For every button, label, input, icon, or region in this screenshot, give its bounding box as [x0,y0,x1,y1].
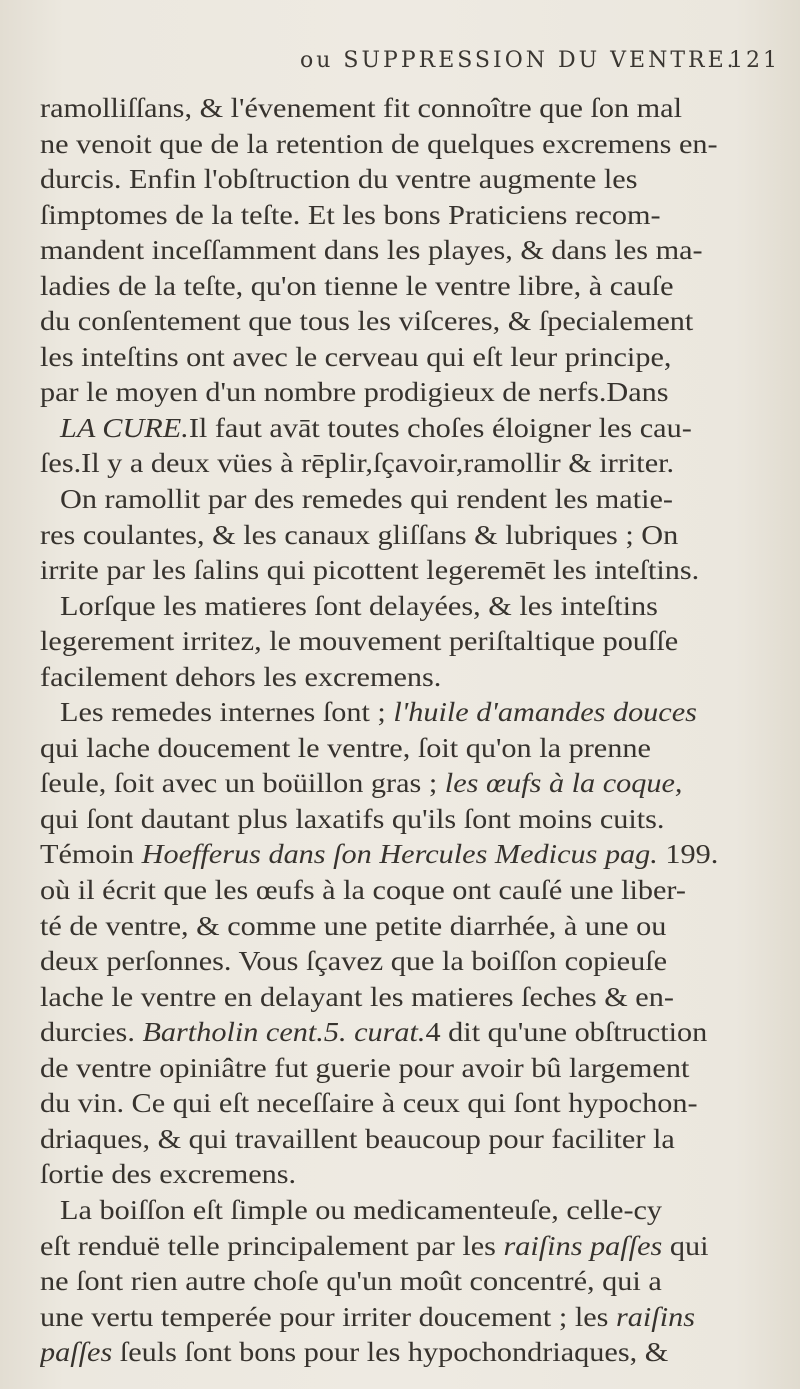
italic-run: LA CURE. [60,412,189,443]
italic-run: l'huile d'amandes douces [393,697,697,728]
text-run: Témoin [40,839,142,870]
text-run: té de ventre, & comme une petite diarrhée, à une ou [40,910,667,941]
text-run: durcies. [40,1017,143,1048]
text-run: facilement dehors les excremens. [40,661,442,692]
text-run: legerement irritez, le mouvement periſtaltique pouſſe [40,626,679,657]
text-run: La boiſſon eſt ſimple ou medicamenteuſe, celle-cy [60,1194,663,1225]
text-line [40,269,775,305]
text-run: On ramollit par des remedes qui rendent les matie- [60,484,674,515]
page-header [300,48,780,84]
text-line [40,304,775,340]
text-line [40,731,775,767]
text-line [40,162,775,198]
text-line [40,1015,775,1051]
italic-run: Bartholin cent.5. curat. [142,1017,426,1048]
text-run: ramolliſſans, & l'évenement fit connoître que ſon mal [40,93,683,123]
page-number: 121 [729,48,780,73]
text-line [40,1300,775,1336]
text-line [40,375,775,411]
text-line [40,1264,775,1300]
text-line [40,233,775,269]
text-line [40,1086,775,1122]
text-run: mandent inceſſamment dans les playes, & dans les ma- [40,235,703,266]
running-head: ou SUPPRESSION DU VENTRE. [300,48,737,73]
text-line [40,909,775,945]
text-run: du vin. Ce qui eſt neceſſaire à ceux qui ſont hypochon- [40,1088,698,1119]
text-run: ladies de la teſte, qu'on tienne le ventre libre, à cauſe [40,270,674,301]
text-line [40,980,775,1016]
text-line [40,873,775,909]
text-run: lache le ventre en delayant les matieres ſeches & en- [40,981,674,1012]
italic-run: les œufs à la coque, [444,768,683,799]
italic-run: raiſins paſſes [503,1230,663,1261]
text-run: les inteſtins ont avec le cerveau qui eſt leur principe, [40,341,672,372]
text-line [40,446,775,482]
text-run: irrite par les ſalins qui picottent legeremēt les inteſtins. [40,555,700,586]
text-run: qui lache doucement le ventre, ſoit qu'on la prenne [40,732,651,763]
italic-run: raiſins [616,1301,696,1332]
text-run: du conſentement que tous les viſceres, & ſpecialement [40,306,694,337]
text-line [40,340,775,376]
text-run: ſimptomes de la teſte. Et les bons Praticiens recom- [40,199,661,230]
text-line [40,802,775,838]
body-text [40,91,775,1371]
text-line [40,1193,775,1229]
text-run: ſes.Il y a deux vües à rēplir,ſçavoir,ramollir & irriter. [40,448,675,479]
text-run: par le moyen d'un nombre prodigieux de nerfs.Dans [40,377,669,408]
text-line [40,411,775,447]
text-run: de ventre opiniâtre fut guerie pour avoir bû largement [40,1052,690,1083]
text-line [40,1229,775,1265]
text-run: deux perſonnes. Vous ſçavez que la boiſſon copieuſe [40,946,668,977]
text-run: qui ſont dautant plus laxatifs qu'ils ſont moins cuits. [40,803,665,834]
text-run: 4 dit qu'une obſtruction [425,1017,708,1048]
text-run: ſeule, ſoit avec un boüillon gras ; [40,768,445,799]
text-line [40,766,775,802]
italic-run: Hoefferus dans ſon Hercules Medicus pag. [141,839,658,870]
text-run: ſortie des excremens. [40,1159,297,1190]
text-line [40,553,775,589]
text-line [40,482,775,518]
text-run: où il écrit que les œufs à la coque ont cauſé une liber- [40,875,686,906]
text-line [40,518,775,554]
text-run: ne ſont rien autre choſe qu'un moût concentré, qui a [40,1266,662,1297]
text-run: Lorſque les matieres ſont delayées, & les inteſtins [60,590,658,621]
text-run: res coulantes, & les canaux gliſſans & lubriques ; On [40,519,679,550]
text-line [40,1051,775,1087]
text-line [40,1157,775,1193]
text-run: driaques, & qui travaillent beaucoup pour faciliter la [40,1123,675,1154]
text-line [40,1122,775,1158]
text-line [40,660,775,696]
text-run: ne venoit que de la retention de quelques excremens en- [40,128,718,159]
text-run: eſt renduë telle principalement par les [40,1230,504,1261]
text-line [40,1335,775,1371]
text-line [40,837,775,873]
text-run: qui [662,1230,709,1261]
text-run: Il faut avāt toutes choſes éloigner les cau- [188,412,692,443]
text-run: durcis. Enfin l'obſtruction du ventre augmente les [40,164,638,195]
text-line [40,589,775,625]
text-line [40,91,775,127]
text-line [40,127,775,163]
italic-run: paſſes [40,1337,113,1368]
text-run: ſeuls ſont bons pour les hypochondriaques, & [112,1337,669,1368]
text-run: 199. [657,839,719,870]
text-run: une vertu temperée pour irriter doucement ; les [40,1301,617,1332]
text-line [40,198,775,234]
text-line [40,695,775,731]
text-line [40,944,775,980]
text-run: Les remedes internes ſont ; [60,697,394,728]
text-line [40,624,775,660]
